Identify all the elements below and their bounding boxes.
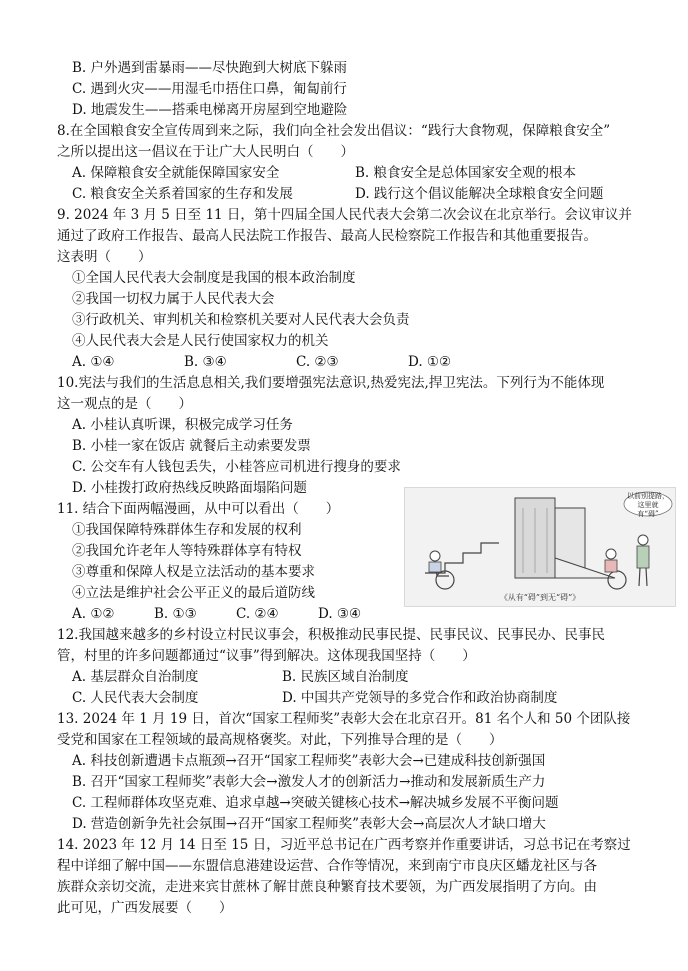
q8-option-d: D. 践行这个倡议能解决全球粮食安全问题 — [355, 186, 604, 202]
q10-stem-line2: 这一观点的是（ ） — [57, 396, 192, 412]
q7-option-c: C. 遇到火灾——用湿毛巾捂住口鼻，匍匐前行 — [72, 81, 347, 97]
q11-statement-4: ④立法是维护社会公平正义的最后道防线 — [72, 585, 315, 601]
q9-stem-line3: 这表明（ ） — [57, 249, 152, 265]
q8-option-a: A. 保障粮食安全就能保障国家安全 — [72, 165, 280, 181]
q9-option-c: C. ②③ — [296, 354, 339, 370]
q12-option-c: C. 人民代表大会制度 — [72, 690, 199, 706]
q13-stem-line2: 受党和国家在工程领域的最高规格褒奖。对此，下列推导合理的是（ ） — [57, 732, 503, 748]
q7-option-b: B. 户外遇到雷暴雨——尽快跑到大树底下躲雨 — [72, 60, 348, 76]
q11-option-c: C. ②④ — [236, 606, 279, 622]
q14-stem-line4: 此可见，广西发展要（ ） — [57, 900, 233, 916]
q9-option-b: B. ③④ — [184, 354, 227, 370]
q10-option-d: D. 小桂拨打政府热线反映路面塌陷问题 — [72, 480, 307, 496]
q11-statement-3: ③尊重和保障人权是立法活动的基本要求 — [72, 564, 315, 580]
q10-stem-line1: 10.宪法与我们的生活息息相关,我们要增强宪法意识,热爱宪法,捍卫宪法。下列行为不能体现 — [57, 375, 605, 391]
q11-cartoon-image — [404, 487, 676, 607]
q11-stem-line1: 11. 结合下面两幅漫画，从中可以看出（ ） — [57, 501, 340, 517]
q13-option-a: A. 科技创新遭遇卡点瓶颈→召开“国家工程师奖”表彰大会→已建成科技创新强国 — [72, 753, 546, 769]
q8-stem-line2: 之所以提出这一倡议在于让广大人民明白（ ） — [57, 144, 354, 160]
q13-option-c: C. 工程师群体攻坚克难、追求卓越→突破关键核心技术→解决城乡发展不平衡问题 — [72, 795, 559, 811]
q9-option-d: D. ①② — [408, 354, 452, 370]
q13-stem-line1: 13. 2024 年 1 月 19 日，首次“国家工程师奖”表彰大会在北京召开。81 名个人和 50 个团队接 — [57, 711, 631, 727]
q14-stem-line1: 14. 2023 年 12 月 14 日至 15 日，习近平总书记在广西考察并作重要讲话，习总书记在考察过 — [57, 837, 631, 853]
q10-option-c: C. 公交车有人钱包丢失，小桂答应司机进行搜身的要求 — [72, 459, 401, 475]
q14-stem-line2: 程中详细了解中国——东盟信息港建设运营、合作等情况，来到南宁市良庆区蟠龙社区与各 — [57, 858, 597, 874]
cartoon-speech-bubble: 以前别提路，这里就有“碍” — [627, 492, 669, 518]
q12-stem-line1: 12.我国越来越多的乡村设立村民议事会，积极推动民事民提、民事民议、民事民办、民事民 — [57, 627, 605, 643]
q11-statement-1: ①我国保障特殊群体生存和发展的权利 — [72, 522, 302, 538]
q11-statement-2: ②我国允许老年人等特殊群体享有特权 — [72, 543, 302, 559]
q12-option-a: A. 基层群众自治制度 — [72, 669, 199, 685]
q12-option-b: B. 民族区域自治制度 — [282, 669, 409, 685]
q13-option-d: D. 营造创新争先社会氛围→召开“国家工程师奖”表彰大会→高层次人才缺口增大 — [72, 816, 546, 832]
q9-statement-2: ②我国一切权力属于人民代表大会 — [72, 291, 275, 307]
q10-option-a: A. 小桂认真听课，积极完成学习任务 — [72, 417, 293, 433]
q8-option-b: B. 粮食安全是总体国家安全观的根本 — [355, 165, 577, 181]
q9-stem-line1: 9. 2024 年 3 月 5 日至 11 日，第十四届全国人民代表大会第二次会议在北京举行。会议审议并 — [57, 207, 632, 223]
cartoon-caption: 《从有“碍”到无“碍”》 — [499, 593, 581, 602]
q11-option-a: A. ①② — [72, 606, 115, 622]
q9-stem-line2: 通过了政府工作报告、最高人民法院工作报告、最高人民检察院工作报告和其他重要报告。 — [57, 228, 597, 244]
q9-statement-4: ④人民代表大会是人民行使国家权力的机关 — [72, 333, 329, 349]
q12-option-d: D. 中国共产党领导的多党合作和政治协商制度 — [282, 690, 558, 706]
q11-option-b: B. ①③ — [154, 606, 197, 622]
q11-option-d: D. ③④ — [318, 606, 362, 622]
q10-option-b: B. 小桂一家在饭店 就餐后主动索要发票 — [72, 438, 311, 454]
q11-options — [72, 604, 392, 625]
q12-stem-line2: 管，村里的许多问题都通过“议事”得到解决。这体现我国坚持（ ） — [57, 648, 476, 664]
q8-stem-line1: 8.在全国粮食安全宣传周到来之际，我们向全社会发出倡议：“践行大食物观，保障粮食安全” — [57, 123, 611, 139]
q8-option-c: C. 粮食安全关系着国家的生存和发展 — [72, 186, 293, 202]
q9-statement-1: ①全国人民代表大会制度是我国的根本政治制度 — [72, 270, 356, 286]
q9-option-a: A. ①④ — [72, 354, 115, 370]
q7-option-d: D. 地震发生——搭乘电梯离开房屋到空地避险 — [72, 102, 348, 118]
q14-stem-line3: 族群众亲切交流，走进来宾甘蔗林了解甘蔗良种繁育技术要领，为广西发展指明了方向。由 — [57, 879, 597, 895]
q13-option-b: B. 召开“国家工程师奖”表彰大会→激发人才的创新活力→推动和发展新质生产力 — [72, 774, 546, 790]
q9-statement-3: ③行政机关、审判机关和检察机关要对人民代表大会负责 — [72, 312, 410, 328]
q9-options — [72, 352, 512, 373]
